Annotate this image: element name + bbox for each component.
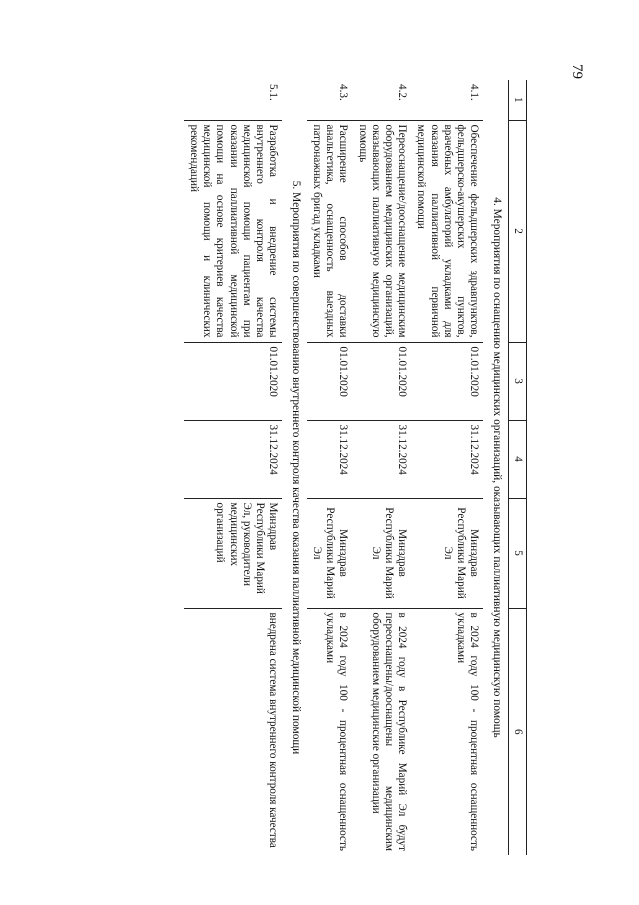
page-number: 79 bbox=[569, 64, 585, 79]
end-date: 31.12.2024 bbox=[352, 420, 411, 498]
start-date: 01.01.2020 bbox=[184, 342, 283, 420]
expected-result: в 2024 году в Республике Марий Эл будут переоснащены/дооснащены медицинским оборудованием медицинские организации bbox=[352, 608, 411, 855]
section-heading: 4. Мероприятия по оснащению медицинских организаций, оказывающих паллиативную медицинскую помощь bbox=[490, 197, 503, 738]
section-heading: 5. Мероприятия по совершенствованию внутреннего контроля качества оказания паллиативной медицинской помощи bbox=[289, 180, 302, 755]
section-heading-row bbox=[483, 80, 508, 855]
measure-name: Обеспечение фельдшерских здравпунктов, фельдшерско-акушерских пунктов, врачебных амбулаторий укладками для оказания паллиативной первичной медицинской помощи bbox=[411, 120, 483, 342]
table-row bbox=[307, 80, 353, 855]
end-date: 31.12.2024 bbox=[307, 420, 353, 498]
column-header: 5 bbox=[508, 498, 526, 608]
row-number: 4.3. bbox=[337, 84, 350, 101]
row-number: 4.2. bbox=[396, 84, 409, 101]
expected-result: в 2024 году 100 - процентная оснащенность укладками bbox=[307, 608, 353, 855]
column-number-row bbox=[508, 80, 526, 855]
executor: Минздрав Республики Марий Эл bbox=[307, 498, 353, 608]
table-row bbox=[184, 80, 283, 855]
row-number: 5.1. bbox=[267, 84, 280, 101]
table-row bbox=[352, 80, 411, 855]
column-header: 1 bbox=[508, 80, 526, 120]
start-date: 01.01.2020 bbox=[411, 342, 483, 420]
rotated-page-content bbox=[124, 80, 527, 855]
executor: Минздрав Республики Марий Эл bbox=[411, 498, 483, 608]
column-header: 4 bbox=[508, 420, 526, 498]
measure-name: Расширение способов доставки анальгетика, оснащенность выездных патронажных бригад укладками bbox=[307, 120, 353, 342]
column-header: 3 bbox=[508, 342, 526, 420]
executor: Минздрав Республики Марий Эл bbox=[352, 498, 411, 608]
start-date: 01.01.2020 bbox=[307, 342, 353, 420]
row-number: 4.1. bbox=[468, 84, 481, 101]
measure-name: Переоснащение/дооснащение медицинским оборудованием медицинских организаций, оказывающих паллиативную медицинскую помощь bbox=[352, 120, 411, 342]
measures-table bbox=[184, 80, 527, 855]
expected-result: внедрена система внутреннего контроля качества bbox=[184, 608, 283, 855]
section-heading-row bbox=[282, 80, 306, 855]
table-row bbox=[411, 80, 483, 855]
measure-name: Разработка и внедрение системы внутреннего контроля качества медицинской помощи пациентам при оказании паллиативной медицинской помощи на основе критериев качества медицинской помощи и клинических рекомендаций bbox=[184, 120, 283, 342]
start-date: 01.01.2020 bbox=[352, 342, 411, 420]
column-header: 6 bbox=[508, 608, 526, 855]
end-date: 31.12.2024 bbox=[411, 420, 483, 498]
executor: Минздрав Республики Марий Эл, руководители медицинских организаций bbox=[184, 498, 283, 608]
expected-result: в 2024 году 100 - процентная оснащенность укладками bbox=[411, 608, 483, 855]
end-date: 31.12.2024 bbox=[184, 420, 283, 498]
column-header: 2 bbox=[508, 120, 526, 342]
